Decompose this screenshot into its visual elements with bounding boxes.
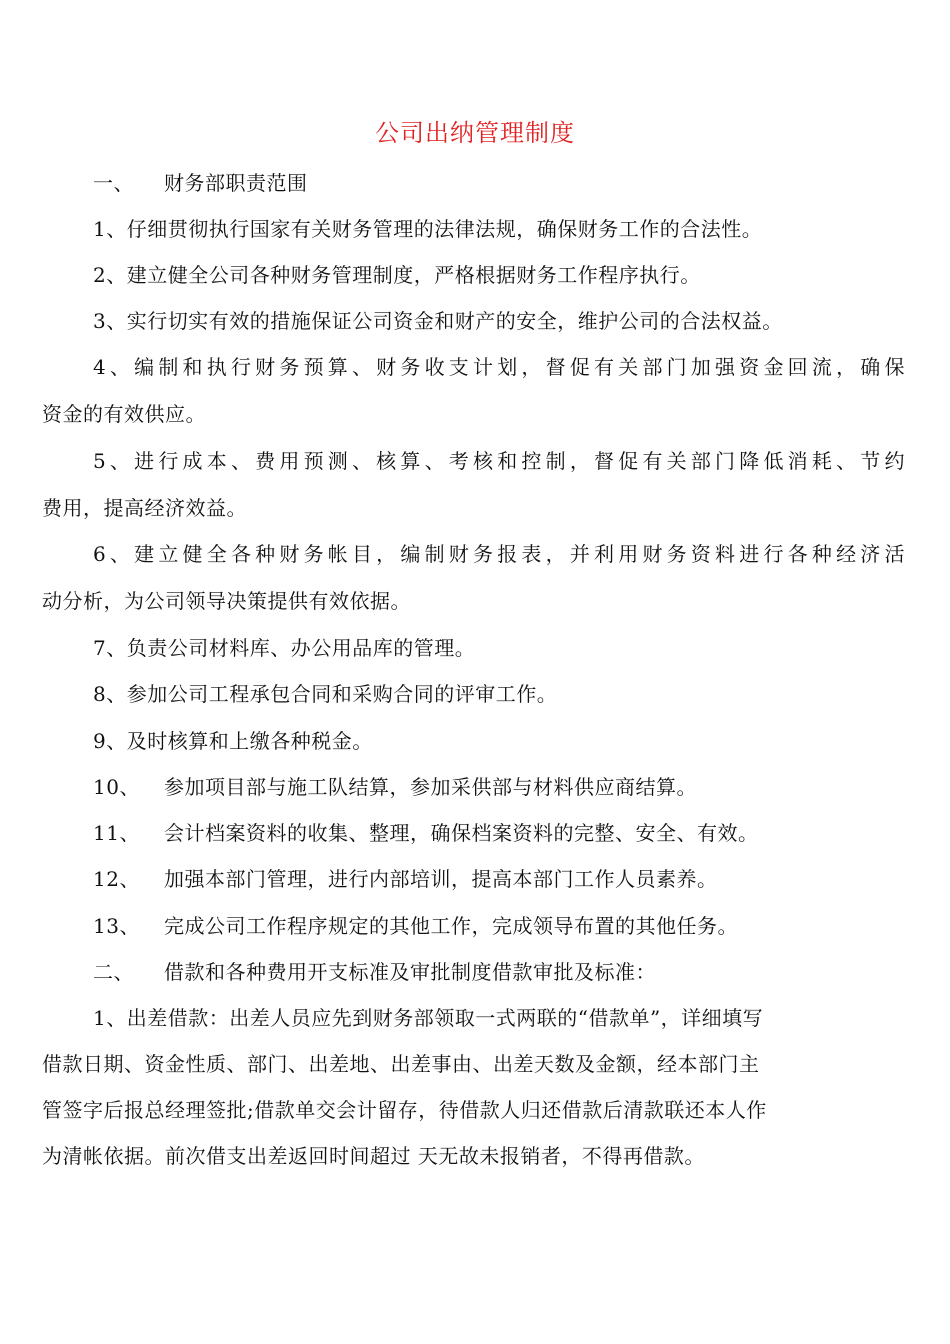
section-heading-2 [93, 957, 656, 987]
paragraph-line: 管签字后报总经理签批;借款单交会计留存，待借款人归还借款后清款联还本人作 [42, 1098, 767, 1122]
section-heading-1 [93, 168, 308, 198]
paragraph-line: 为清帐依据。前次借支出差返回时间超过 天无故未报销者，不得再借款。 [42, 1144, 705, 1168]
list-item: 2、建立健全公司各种财务管理制度，严格根据财务工作程序执行。 [93, 263, 701, 287]
list-item-continuation: 费用，提高经济效益。 [42, 496, 247, 520]
list-item [93, 818, 759, 848]
list-item: 9、及时核算和上缴各种税金。 [93, 729, 373, 753]
list-item: 6、建立健全各种财务帐目，编制财务报表，并利用财务资料进行各种经济活 [93, 542, 905, 566]
section-title: 财务部职责范围 [164, 171, 308, 195]
list-item: 3、实行切实有效的措施保证公司资金和财产的安全，维护公司的合法权益。 [93, 309, 783, 333]
list-item-continuation: 动分析，为公司领导决策提供有效依据。 [42, 589, 411, 613]
list-item: 7、负责公司材料库、办公用品库的管理。 [93, 636, 476, 660]
list-item: 5、进行成本、费用预测、核算、考核和控制，督促有关部门降低消耗、节约 [93, 449, 905, 473]
section-title: 借款和各种费用开支标准及审批制度借款审批及标准： [164, 960, 656, 984]
section-number: 一、 [93, 171, 134, 195]
item-text: 参加项目部与施工队结算，参加采供部与材料供应商结算。 [164, 775, 697, 799]
list-item: 8、参加公司工程承包合同和采购合同的评审工作。 [93, 682, 558, 706]
item-text: 会计档案资料的收集、整理，确保档案资料的完整、安全、有效。 [164, 821, 759, 845]
list-item [93, 911, 738, 941]
paragraph-line: 1、出差借款：出差人员应先到财务部领取一式两联的“借款单”，详细填写 [93, 1006, 764, 1030]
item-number: 11、 [93, 821, 140, 845]
item-number: 13、 [93, 914, 140, 938]
item-number: 10、 [93, 775, 140, 799]
item-number: 12、 [93, 867, 140, 891]
list-item-continuation: 资金的有效供应。 [42, 402, 206, 426]
section-number: 二、 [93, 960, 134, 984]
document-title: 公司出纳管理制度 [375, 119, 575, 147]
item-text: 完成公司工作程序规定的其他工作，完成领导布置的其他任务。 [164, 914, 738, 938]
list-item: 4、编制和执行财务预算、财务收支计划，督促有关部门加强资金回流，确保 [93, 355, 905, 379]
item-text: 加强本部门管理，进行内部培训，提高本部门工作人员素养。 [164, 867, 718, 891]
list-item [93, 864, 718, 894]
paragraph-line: 借款日期、资金性质、部门、出差地、出差事由、出差天数及金额，经本部门主 [42, 1052, 760, 1076]
list-item [93, 772, 697, 802]
list-item: 1、仔细贯彻执行国家有关财务管理的法律法规，确保财务工作的合法性。 [93, 217, 763, 241]
